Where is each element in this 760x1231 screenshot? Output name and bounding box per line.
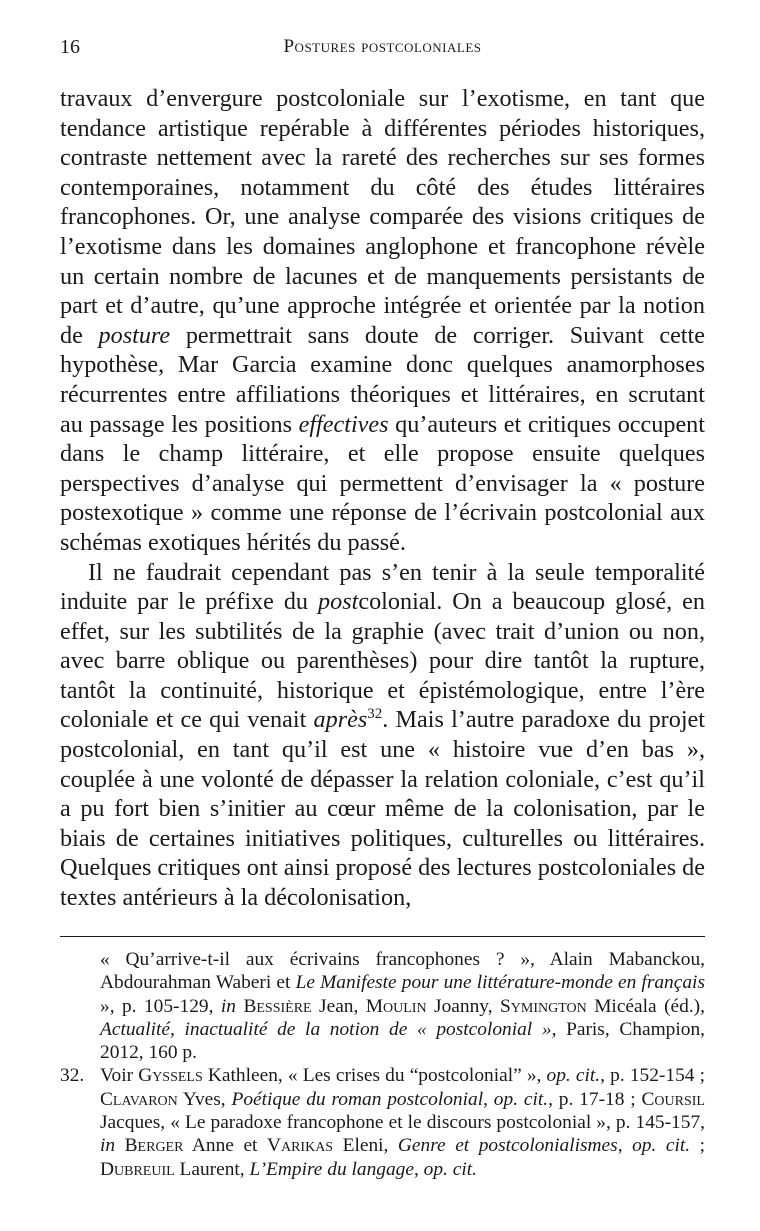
emphasis-apres: après bbox=[313, 706, 368, 734]
main-text bbox=[60, 84, 705, 913]
running-head bbox=[60, 34, 705, 60]
emphasis-effectives: effectives bbox=[298, 410, 389, 438]
emphasis-post: post bbox=[318, 588, 359, 616]
running-title: Postures postcoloniales bbox=[283, 36, 482, 57]
footnote-reference-32: 32 bbox=[367, 706, 383, 723]
page-number: 16 bbox=[60, 36, 80, 58]
footnote-32: 32. Voir Gyssels Kathleen, « Les crises du “postcolonial” », op. cit., p. 152-154 ; Clavaron Yves, Poétique du roman postcolonial, op. cit., p. 17-18 ; Coursil Jacques, « Le paradoxe francophone et le discours postcolonial », p. 145-157, in Berger Anne et Varikas Eleni, Genre et postcolonialismes, op. cit. ; Dubreuil Laurent, L’Empire du langage, op. cit. bbox=[60, 1065, 705, 1180]
emphasis-posture: posture bbox=[98, 321, 171, 349]
footnote-separator bbox=[60, 936, 705, 937]
footnote-number: 32. bbox=[60, 1065, 85, 1087]
footnotes bbox=[60, 948, 705, 1181]
paragraph-2: Il ne faudrait cependant pas s’en tenir à la seule temporalité induite par le préfixe du postcolonial. On a beaucoup glosé, en effet, sur les subtilités de la graphie (avec trait d’union ou non, avec barre oblique ou parenthèses) pour dire tantôt la rupture, tantôt la continuité, historique et épistémologique, entre l’ère coloniale et ce qui venait après$^{32}$. Mais l’autre paradoxe du projet postcolonial, en tant qu’il est une « histoire vue d’en bas », couplée à une volonté de dépasser la relation coloniale, c’est qu’il a pu fort bien s’initier au cœur même de la colonisation, par le biais de certaines initiatives politiques, culturelles ou littéraires. Quelques critiques ont ainsi proposé des lectures postcoloniales de textes antérieurs à la décolonisation, bbox=[60, 558, 705, 912]
footnote-continued: « Qu’arrive-t-il aux écrivains francophones ? », Alain Mabanckou, Abdourahman Waberi et Le Manifeste pour une littérature-monde en français », p. 105-129, in Bessière Jean, Moulin Joanny, Symington Micéala (éd.), Actualité, inactualité de la notion de « postcolonial », Paris, Champion, 2012, 160 p. bbox=[100, 949, 705, 1064]
paragraph-1: travaux d’envergure postcoloniale sur l’exotisme, en tant que tendance artistique repérable à différentes périodes historiques, contraste nettement avec la rareté des recherches sur ses formes contemporaines, notamment du côté des études littéraires francophones. Or, une analyse comparée des visions critiques de l’exotisme dans les domaines anglophone et francophone révèle un certain nombre de lacunes et de manquements persistants de part et d’autre, qu’une approche intégrée et orientée par la notion de posture permettrait sans doute de corriger. Suivant cette hypothèse, Mar Garcia examine donc quelques anamorphoses récurrentes entre affiliations théoriques et littéraires, en scrutant au passage les positions effectives qu’auteurs et critiques occupent dans le champ littéraire, et elle propose ensuite quelques perspectives d’analyse qui permettent d’envisager la « posture postexotique » comme une réponse de l’écrivain postcolonial aux schémas exotiques hérités du passé. bbox=[60, 85, 705, 556]
